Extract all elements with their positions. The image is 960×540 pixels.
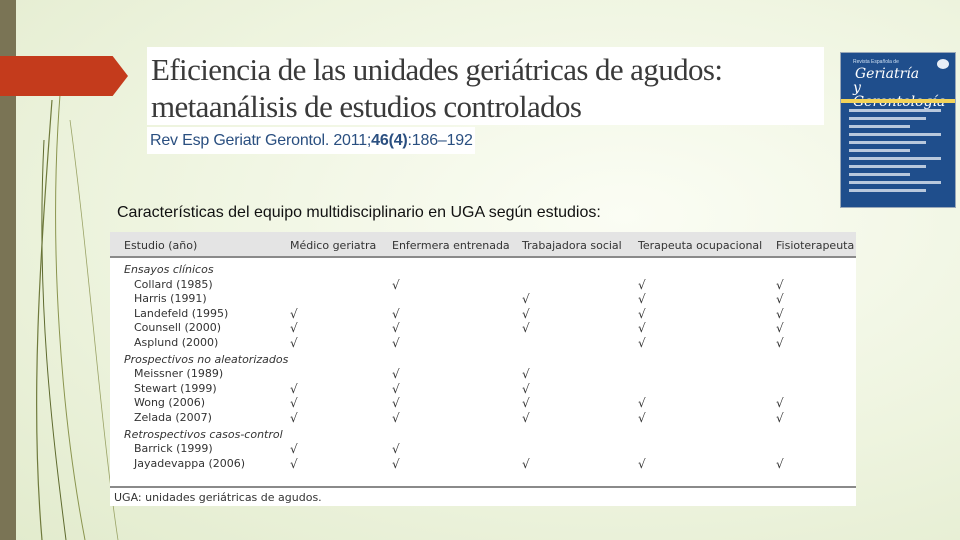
check-mark: √ — [522, 396, 530, 410]
check-mark: √ — [638, 278, 646, 292]
check-mark: √ — [776, 278, 784, 292]
header-geriatrician: Médico geriatra — [290, 239, 377, 252]
table-row — [110, 321, 856, 335]
table-group-row — [110, 263, 856, 277]
table-row — [110, 411, 856, 425]
check-mark: √ — [522, 321, 530, 335]
check-mark: √ — [392, 411, 400, 425]
check-mark: √ — [392, 367, 400, 381]
study-label: Harris (1991) — [134, 292, 207, 305]
team-table — [110, 232, 856, 506]
check-mark: √ — [290, 396, 298, 410]
study-label: Barrick (1999) — [134, 442, 213, 455]
citation-volume: 46 — [371, 132, 389, 149]
check-mark: √ — [392, 382, 400, 396]
check-mark: √ — [392, 278, 400, 292]
check-mark: √ — [776, 292, 784, 306]
check-mark: √ — [638, 396, 646, 410]
cover-title-line1: Geriatría — [855, 66, 920, 82]
study-label: Landefeld (1995) — [134, 307, 229, 320]
table-group-row — [110, 428, 856, 442]
study-label: Stewart (1999) — [134, 382, 217, 395]
cover-contents — [849, 109, 951, 203]
check-mark: √ — [522, 307, 530, 321]
check-mark: √ — [638, 336, 646, 350]
table-row — [110, 442, 856, 456]
red-arrow-marker — [0, 56, 128, 96]
study-label: Jayadevappa (2006) — [134, 457, 246, 470]
check-mark: √ — [290, 382, 298, 396]
table-footnote: UGA: unidades geriátricas de agudos. — [110, 486, 856, 506]
citation-prefix: Rev Esp Geriatr Gerontol. 2011; — [150, 132, 372, 149]
check-mark: √ — [522, 292, 530, 306]
header-physiotherapist: Fisioterapeuta — [776, 239, 855, 252]
table-header — [110, 232, 856, 258]
check-mark: √ — [776, 321, 784, 335]
check-mark: √ — [290, 336, 298, 350]
cover-publisher-logo — [937, 59, 949, 69]
table-row — [110, 396, 856, 410]
cover-title-line2: y — [853, 80, 861, 96]
check-mark: √ — [776, 457, 784, 471]
article-title: Eficiencia de las unidades geriátricas de agudos: metaanálisis de estudios controlados — [147, 47, 824, 125]
check-mark: √ — [638, 321, 646, 335]
check-mark: √ — [392, 396, 400, 410]
cover-brand: Revista Española de — [853, 59, 899, 65]
check-mark: √ — [290, 411, 298, 425]
header-study: Estudio (año) — [124, 239, 198, 252]
check-mark: √ — [776, 396, 784, 410]
table-row — [110, 367, 856, 381]
check-mark: √ — [776, 411, 784, 425]
check-mark: √ — [290, 321, 298, 335]
check-mark: √ — [290, 442, 298, 456]
group-label: Ensayos clínicos — [124, 263, 214, 276]
check-mark: √ — [522, 457, 530, 471]
article-citation — [147, 127, 475, 154]
check-mark: √ — [776, 336, 784, 350]
table-row — [110, 457, 856, 471]
check-mark: √ — [638, 292, 646, 306]
check-mark: √ — [392, 442, 400, 456]
table-row — [110, 336, 856, 350]
check-mark: √ — [392, 321, 400, 335]
table-group-row — [110, 353, 856, 367]
check-mark: √ — [392, 336, 400, 350]
cover-stripe — [841, 99, 956, 103]
study-label: Collard (1985) — [134, 278, 213, 291]
slide-subtitle: Características del equipo multidisciplinario en UGA según estudios: — [117, 204, 601, 221]
table-row — [110, 382, 856, 396]
table-row — [110, 278, 856, 292]
check-mark: √ — [776, 307, 784, 321]
check-mark: √ — [290, 307, 298, 321]
study-label: Asplund (2000) — [134, 336, 219, 349]
check-mark: √ — [392, 457, 400, 471]
study-label: Counsell (2000) — [134, 321, 222, 334]
group-label: Retrospectivos casos-control — [124, 428, 283, 441]
citation-issue: (4) — [388, 132, 408, 149]
table-row — [110, 292, 856, 306]
header-nurse: Enfermera entrenada — [392, 239, 510, 252]
citation-pages: :186–192 — [407, 132, 473, 149]
check-mark: √ — [522, 382, 530, 396]
check-mark: √ — [522, 411, 530, 425]
check-mark: √ — [638, 411, 646, 425]
group-label: Prospectivos no aleatorizados — [124, 353, 289, 366]
check-mark: √ — [638, 307, 646, 321]
check-mark: √ — [290, 457, 298, 471]
header-occupational-therapist: Terapeuta ocupacional — [638, 239, 763, 252]
check-mark: √ — [392, 307, 400, 321]
study-label: Wong (2006) — [134, 396, 205, 409]
journal-cover-thumbnail — [840, 52, 956, 208]
study-label: Meissner (1989) — [134, 367, 224, 380]
study-label: Zelada (2007) — [134, 411, 212, 424]
check-mark: √ — [638, 457, 646, 471]
check-mark: √ — [522, 367, 530, 381]
header-social-worker: Trabajadora social — [522, 239, 622, 252]
table-row — [110, 307, 856, 321]
